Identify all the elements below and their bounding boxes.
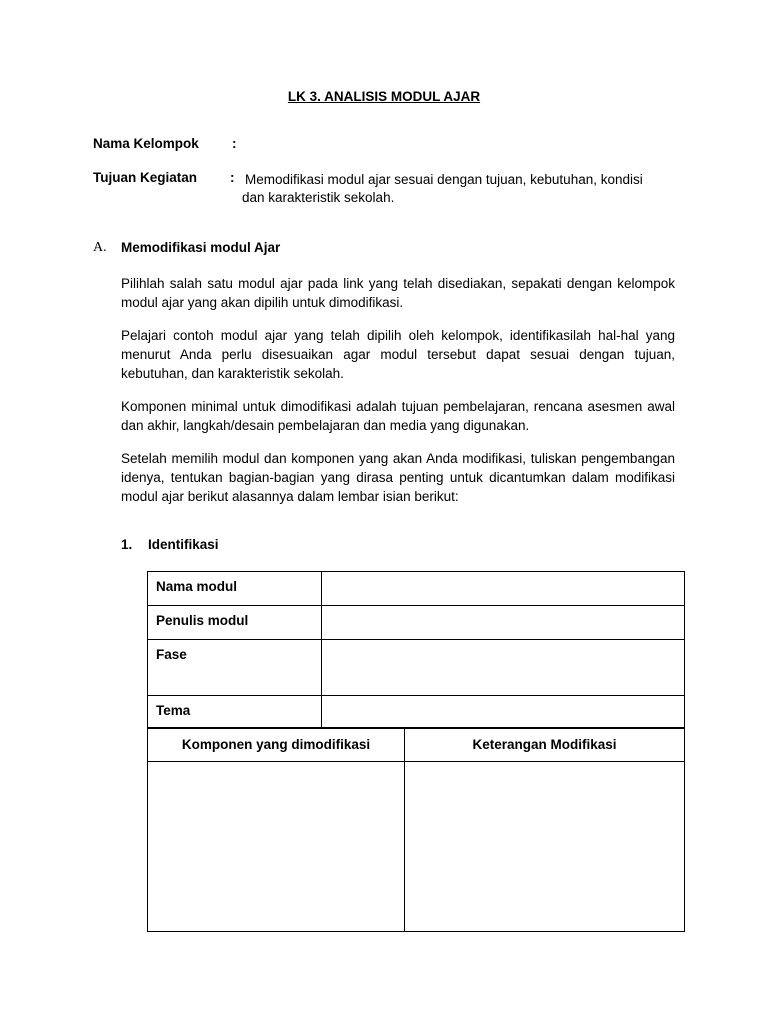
tujuan-kegiatan-value-line2: dan karakteristik sekolah.	[242, 190, 395, 205]
tujuan-kegiatan-value-line1: Memodifikasi modul ajar sesuai dengan tujuan, kebutuhan, kondisi	[245, 172, 643, 187]
table-row	[148, 640, 685, 696]
subsection-title: Identifikasi	[148, 537, 219, 552]
nama-kelompok-label: Nama Kelompok	[93, 136, 199, 151]
tema-label: Tema	[148, 696, 322, 729]
penulis-modul-label: Penulis modul	[148, 606, 322, 640]
fase-value[interactable]	[322, 640, 685, 696]
tujuan-kegiatan-colon: :	[230, 170, 235, 185]
table-row	[148, 572, 685, 606]
paragraph-3: Komponen minimal untuk dimodifikasi adalah tujuan pembelajaran, rencana asesmen awal dan akhir, langkah/desain pembelajaran dan media yang digunakan.	[121, 399, 675, 433]
tujuan-kegiatan-row	[93, 170, 693, 210]
table-row	[148, 606, 685, 640]
komponen-header: Komponen yang dimodifikasi	[148, 728, 405, 762]
modification-table	[147, 727, 685, 932]
keterangan-cell[interactable]	[405, 762, 685, 932]
nama-kelompok-row	[93, 136, 693, 156]
table-row	[148, 696, 685, 729]
subsection-number: 1.	[121, 537, 133, 552]
tema-value[interactable]	[322, 696, 685, 729]
paragraph-1: Pilihlah salah satu modul ajar pada link yang telah disediakan, sepakati dengan kelompok modul ajar yang akan dipilih untuk dimodifikasi.	[121, 276, 675, 310]
page-title: LK 3. ANALISIS MODUL AJAR	[287, 89, 481, 104]
identification-table	[147, 571, 685, 729]
section-a-title: Memodifikasi modul Ajar	[121, 240, 281, 255]
nama-modul-label: Nama modul	[148, 572, 322, 606]
table-row	[148, 762, 685, 932]
paragraph-4: Setelah memilih modul dan komponen yang akan Anda modifikasi, tuliskan pengembangan idenya, tentukan bagian-bagian yang dirasa penting untuk dicantumkan dalam modifikasi modul ajar berikut alasannya dalam lembar isian berikut:	[121, 451, 675, 504]
komponen-cell[interactable]	[148, 762, 405, 932]
section-a-letter: A.	[93, 240, 107, 255]
paragraph-2: Pelajari contoh modul ajar yang telah dipilih oleh kelompok, identifikasilah hal-hal yang menurut Anda perlu disesuaikan agar modul tersebut dapat sesuai dengan tujuan, kebutuhan, dan karakteristik sekolah.	[121, 328, 675, 381]
nama-kelompok-colon: :	[232, 136, 237, 151]
nama-modul-value[interactable]	[322, 572, 685, 606]
tujuan-kegiatan-label: Tujuan Kegiatan	[93, 170, 198, 185]
table-header-row	[148, 728, 685, 762]
fase-label: Fase	[148, 640, 322, 696]
penulis-modul-value[interactable]	[322, 606, 685, 640]
keterangan-header: Keterangan Modifikasi	[405, 728, 685, 762]
